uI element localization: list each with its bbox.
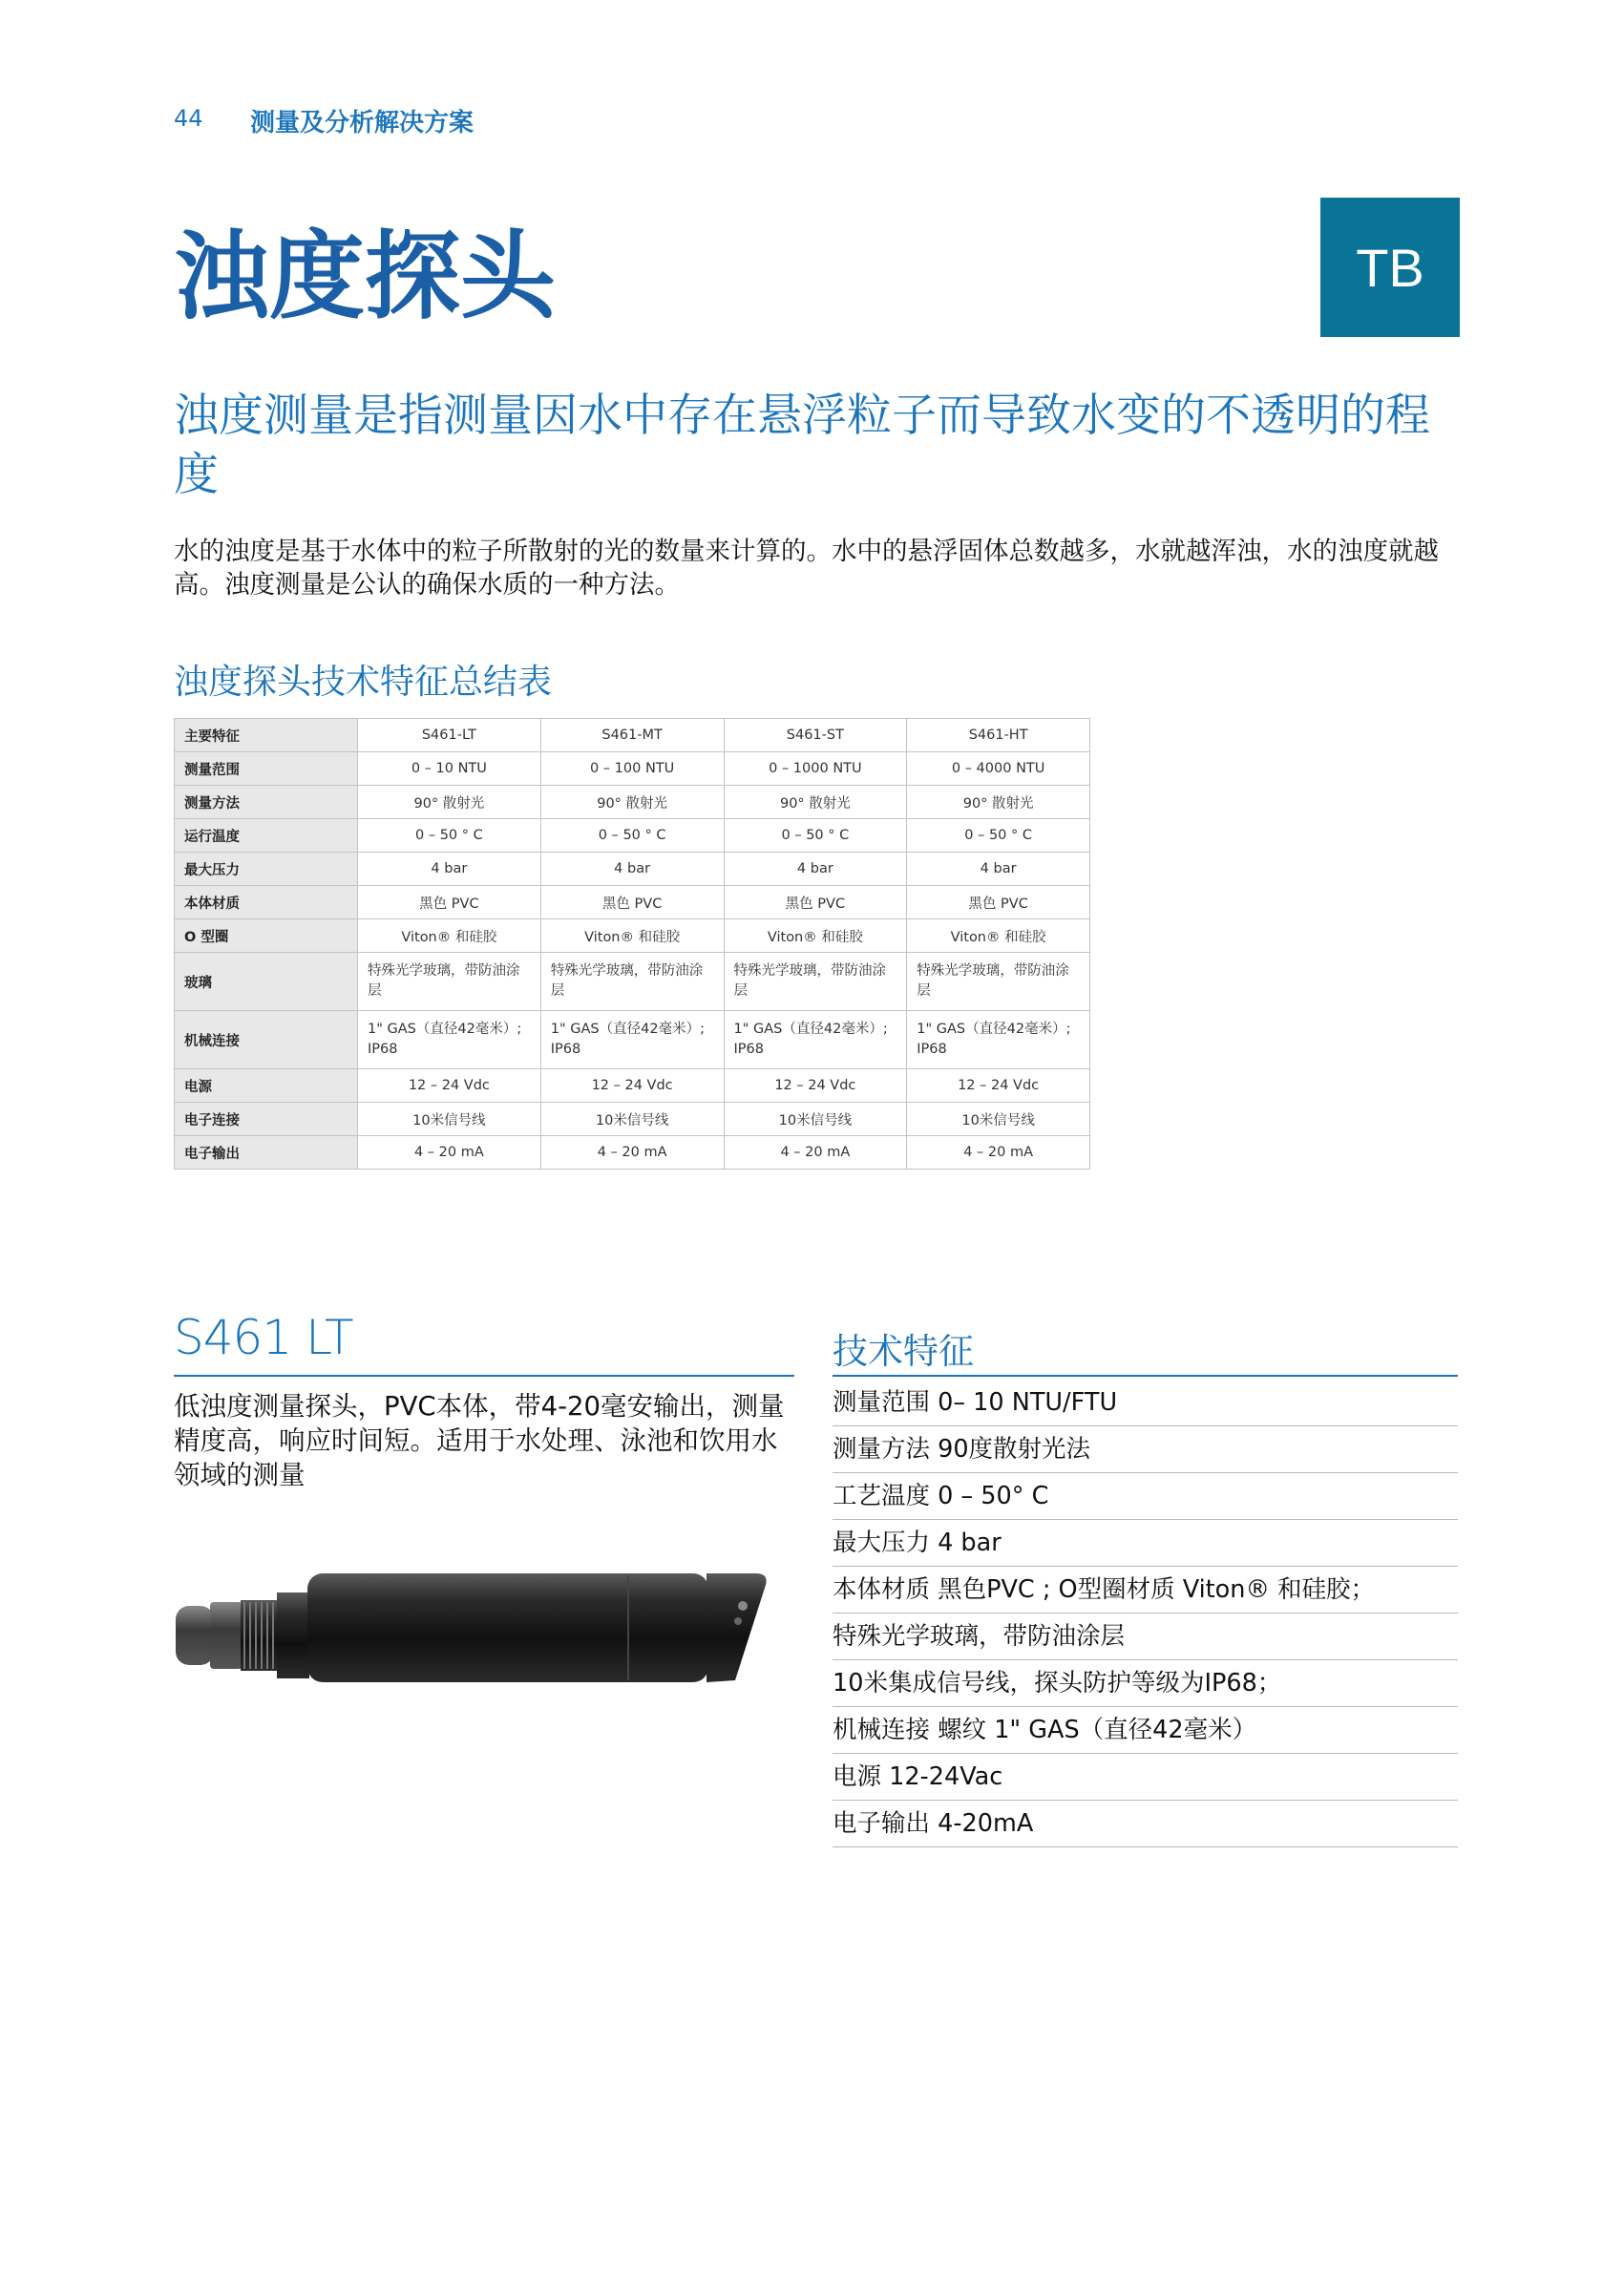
row-label: 本体材质 — [175, 886, 358, 919]
cell-value: 4 – 20 mA — [358, 1136, 541, 1170]
table-row — [175, 1136, 1090, 1170]
table-header-label: 主要特征 — [175, 719, 358, 752]
cell-value: 10米信号线 — [907, 1103, 1090, 1136]
probe-tip — [707, 1573, 767, 1682]
feature-item: 工艺温度 0 – 50° C — [833, 1473, 1458, 1520]
row-label: 机械连接 — [175, 1011, 358, 1069]
cell-value: 4 bar — [358, 853, 541, 886]
cell-value: 1" GAS（直径42毫米）; IP68 — [724, 1011, 907, 1069]
feature-item: 机械连接 螺纹 1" GAS（直径42毫米） — [833, 1707, 1458, 1754]
headline: 浊度测量是指测量因水中存在悬浮粒子而导致水变的不透明的程度 — [174, 390, 1430, 501]
hex-nut — [277, 1592, 309, 1678]
row-label: 电源 — [175, 1069, 358, 1103]
cell-value: 0 – 50 ° C — [724, 819, 907, 853]
table-row — [175, 1103, 1090, 1136]
row-label: 最大压力 — [175, 853, 358, 886]
cell-value: 1" GAS（直径42毫米）; IP68 — [907, 1011, 1090, 1069]
cell-value: 90° 散射光 — [540, 786, 724, 819]
row-label: 测量范围 — [175, 752, 358, 786]
product-description: 低浊度测量探头，PVC本体，带4-20毫安输出，测量精度高，响应时间短。适用于水处理、泳池和饮用水领域的测量 — [174, 1391, 785, 1490]
cell-value: 0 – 50 ° C — [358, 819, 541, 853]
table-row — [175, 853, 1090, 886]
cell-value: 12 – 24 Vdc — [358, 1069, 541, 1103]
section-tag-label: TB — [1356, 237, 1424, 298]
feature-item: 电子输出 4-20mA — [833, 1801, 1458, 1847]
table-row — [175, 819, 1090, 853]
cell-value: 特殊光学玻璃，带防油涂层 — [358, 953, 541, 1011]
cell-value: 4 – 20 mA — [724, 1136, 907, 1170]
cell-value: 0 – 1000 NTU — [724, 752, 907, 786]
feature-item: 测量方法 90度散射光法 — [833, 1426, 1458, 1473]
cell-value: 黑色 PVC — [724, 886, 907, 919]
feature-item: 测量范围 0– 10 NTU/FTU — [833, 1380, 1458, 1426]
section-tag — [1320, 198, 1460, 337]
cell-value: 4 bar — [540, 853, 724, 886]
spec-table — [174, 718, 1090, 1170]
cell-value: 4 – 20 mA — [907, 1136, 1090, 1170]
row-label: 测量方法 — [175, 786, 358, 819]
feature-item: 10米集成信号线，探头防护等级为IP68； — [833, 1660, 1458, 1707]
cell-value: 黑色 PVC — [907, 886, 1090, 919]
cable-gland — [176, 1606, 214, 1665]
row-label: 玻璃 — [175, 953, 358, 1011]
cell-value: 1" GAS（直径42毫米）; IP68 — [358, 1011, 541, 1069]
probe-body — [307, 1573, 708, 1682]
cell-value: 4 bar — [724, 853, 907, 886]
cell-value: 0 – 100 NTU — [540, 752, 724, 786]
feature-item: 本体材质 黑色PVC ; O型圈材质 Viton® 和硅胶； — [833, 1567, 1458, 1614]
cell-value: Viton® 和硅胶 — [358, 919, 541, 953]
table-row — [175, 752, 1090, 786]
product-divider — [174, 1375, 794, 1377]
row-label: 运行温度 — [175, 819, 358, 853]
cell-value: 10米信号线 — [540, 1103, 724, 1136]
features-list — [833, 1380, 1458, 1847]
cell-value: 4 bar — [907, 853, 1090, 886]
feature-item: 电源 12-24Vac — [833, 1754, 1458, 1801]
cell-value: Viton® 和硅胶 — [907, 919, 1090, 953]
cell-value: 10米信号线 — [358, 1103, 541, 1136]
model-header: S461-MT — [540, 719, 724, 752]
table-row — [175, 1069, 1090, 1103]
feature-item: 最大压力 4 bar — [833, 1520, 1458, 1567]
table-row — [175, 953, 1090, 1011]
row-label: O 型圈 — [175, 919, 358, 953]
cell-value: 90° 散射光 — [358, 786, 541, 819]
table-row — [175, 886, 1090, 919]
features-divider — [833, 1375, 1458, 1377]
cell-value: 90° 散射光 — [724, 786, 907, 819]
running-head: 测量及分析解决方案 — [250, 109, 475, 137]
cell-value: 12 – 24 Vdc — [724, 1069, 907, 1103]
table-row — [175, 786, 1090, 819]
cell-value: 黑色 PVC — [358, 886, 541, 919]
features-heading: 技术特征 — [833, 1331, 974, 1372]
cell-value: 90° 散射光 — [907, 786, 1090, 819]
model-header: S461-ST — [724, 719, 907, 752]
cell-value: 特殊光学玻璃，带防油涂层 — [540, 953, 724, 1011]
cell-value: 0 – 50 ° C — [540, 819, 724, 853]
cell-value: 0 – 10 NTU — [358, 752, 541, 786]
model-header: S461-LT — [358, 719, 541, 752]
page-title: 浊度探头 — [174, 221, 556, 332]
table-header-row — [175, 719, 1090, 752]
cell-value: Viton® 和硅胶 — [724, 919, 907, 953]
product-name: S461 LT — [174, 1310, 353, 1365]
cell-value: 12 – 24 Vdc — [540, 1069, 724, 1103]
probe-image — [172, 1566, 802, 1690]
intro-paragraph: 水的浊度是基于水体中的粒子所散射的光的数量来计算的。水中的悬浮固体总数越多，水就越浑浊，水的浊度就越高。浊度测量是公认的确保水质的一种方法。 — [174, 537, 1439, 600]
cell-value: 0 – 50 ° C — [907, 819, 1090, 853]
cell-value: 特殊光学玻璃，带防油涂层 — [724, 953, 907, 1011]
cell-value: 特殊光学玻璃，带防油涂层 — [907, 953, 1090, 1011]
cell-value: 4 – 20 mA — [540, 1136, 724, 1170]
cell-value: 0 – 4000 NTU — [907, 752, 1090, 786]
table-heading: 浊度探头技术特征总结表 — [174, 663, 553, 702]
row-label: 电子输出 — [175, 1136, 358, 1170]
page-number: 44 — [174, 105, 203, 132]
table-row — [175, 1011, 1090, 1069]
table-row — [175, 919, 1090, 953]
cell-value: Viton® 和硅胶 — [540, 919, 724, 953]
cell-value: 10米信号线 — [724, 1103, 907, 1136]
cell-value: 12 – 24 Vdc — [907, 1069, 1090, 1103]
cell-value: 黑色 PVC — [540, 886, 724, 919]
row-label: 电子连接 — [175, 1103, 358, 1136]
cell-value: 1" GAS（直径42毫米）; IP68 — [540, 1011, 724, 1069]
feature-item: 特殊光学玻璃，带防油涂层 — [833, 1614, 1458, 1660]
model-header: S461-HT — [907, 719, 1090, 752]
